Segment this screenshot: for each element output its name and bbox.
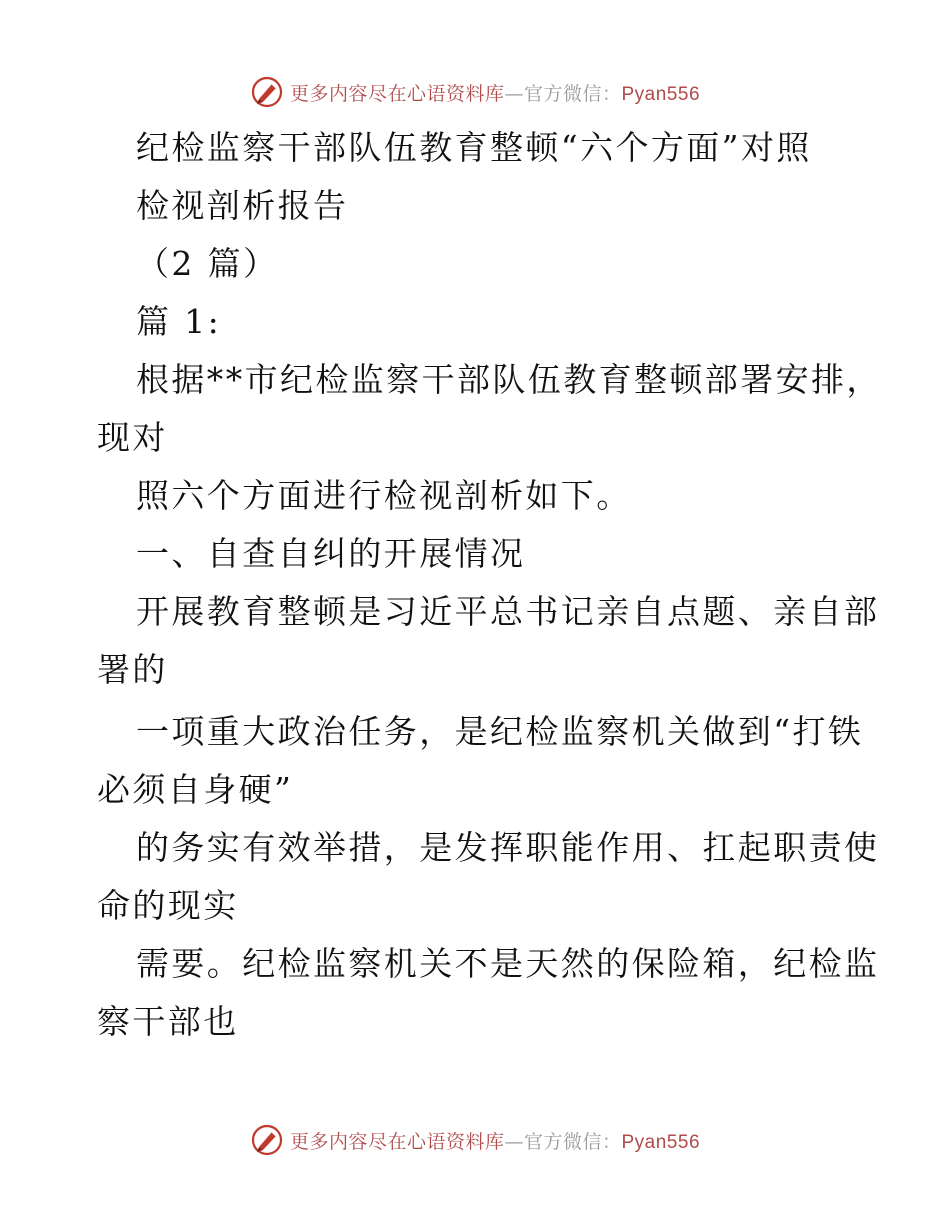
- doc-paragraph-line: 一项重大政治任务，是纪检监察机关做到“打铁: [136, 712, 864, 751]
- watermark-wechat-id: Pyan556: [621, 1131, 701, 1153]
- watermark-wechat-id: Pyan556: [621, 83, 701, 105]
- watermark-wechat-label: 官方微信：: [523, 82, 622, 105]
- doc-paragraph-line: 根据**市纪检监察干部队伍教育整顿部署安排，: [136, 360, 882, 399]
- watermark-main-text: 更多内容尽在心语资料库: [289, 1130, 505, 1153]
- doc-paragraph-line: 命的现实: [97, 886, 239, 925]
- doc-paragraph-line: 现对: [97, 418, 168, 457]
- doc-paragraph-line: 署的: [97, 650, 168, 689]
- doc-section-label: 篇 1:: [136, 302, 222, 341]
- doc-paragraph-line: 开展教育整顿是习近平总书记亲自点题、亲自部: [136, 592, 880, 631]
- watermark-header: [0, 72, 950, 112]
- watermark-dash: —: [504, 1130, 524, 1153]
- doc-paragraph-line: 必须自身硬”: [97, 770, 294, 809]
- doc-paragraph-line: 需要。纪检监察机关不是天然的保险箱，纪检监: [136, 944, 880, 983]
- doc-heading-1: 一、自查自纠的开展情况: [136, 534, 526, 573]
- doc-subtitle: （2 篇）: [136, 244, 279, 283]
- watermark-main-text: 更多内容尽在心语资料库: [289, 82, 505, 105]
- doc-paragraph-line: 的务实有效举措，是发挥职能作用、扛起职责使: [136, 828, 880, 867]
- pen-logo-icon: [250, 75, 284, 109]
- watermark-dash: —: [504, 82, 524, 105]
- watermark-footer: [0, 1120, 950, 1160]
- doc-title-line-2: 检视剖析报告: [136, 186, 349, 225]
- doc-paragraph-line: 照六个方面进行检视剖析如下。: [136, 476, 632, 515]
- doc-title-line-1: 纪检监察干部队伍教育整顿“六个方面”对照: [136, 128, 812, 167]
- pen-logo-icon: [250, 1123, 284, 1157]
- doc-paragraph-line: 察干部也: [97, 1002, 239, 1041]
- watermark-wechat-label: 官方微信：: [523, 1130, 622, 1153]
